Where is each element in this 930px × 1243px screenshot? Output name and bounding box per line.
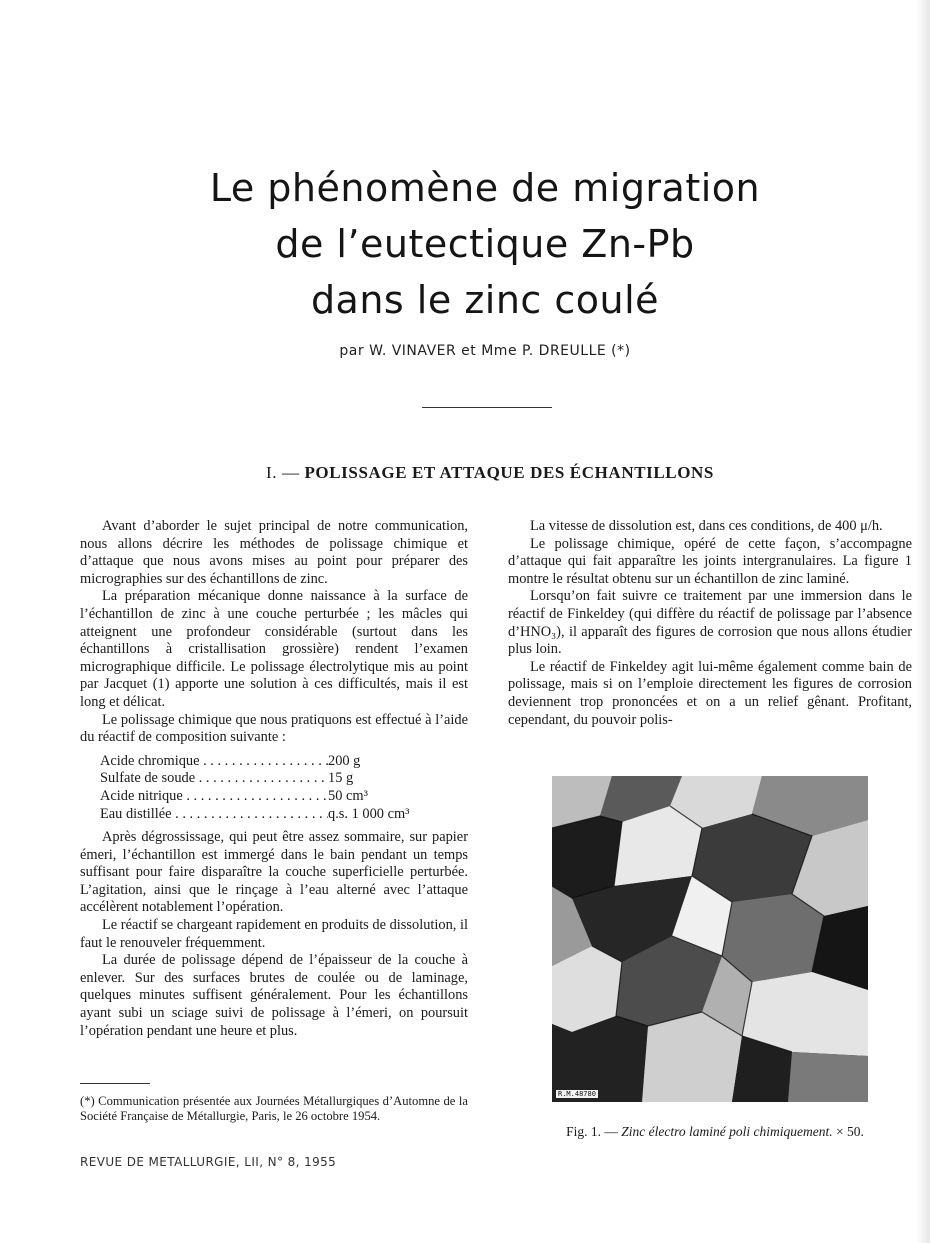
footnote-divider	[80, 1083, 150, 1084]
section-heading	[150, 463, 830, 483]
journal-footer: REVUE DE METALLURGIE, LII, N° 8, 1955	[80, 1155, 337, 1169]
reagent-recipe	[100, 753, 468, 823]
paragraph: Lorsqu’on fait suivre ce traitement par une immersion dans le réactif de Finkeldey (qui diffère du réactif de polissage par l’absence d’HNO₃), il apparaît des figures de corrosion que nous allons étudier plus loin.	[508, 588, 912, 658]
title-divider	[422, 407, 552, 408]
recipe-quantity: 50 cm³	[328, 787, 368, 804]
paragraph: Après dégrossissage, qui peut être assez sommaire, sur papier émeri, l’échantillon est immergé dans le bain pendant un temps suffisant pour faire disparaître la couche superficielle perturbée. L’agitation, ainsi que le rinçage à l’eau alterné avec l’attaque accélèrent notablement l’opération.	[80, 829, 468, 916]
paragraph: Le polissage chimique, opéré de cette façon, s’accompagne d’attaque qui fait apparaître les joints intergranulaires. La figure 1 montre le résultat obtenu sur un échantillon de zinc laminé.	[508, 535, 912, 587]
recipe-row	[100, 770, 468, 788]
recipe-row	[100, 788, 468, 806]
caption-prefix: Fig. 1. —	[566, 1124, 618, 1139]
paragraph: La vitesse de dissolution est, dans ces conditions, de 400 μ/h.	[530, 518, 883, 534]
recipe-row	[100, 806, 468, 824]
title-line: de l’eutectique Zn-Pb	[275, 222, 695, 266]
title-line: Le phénomène de migration	[209, 166, 761, 210]
figure-reference-tag: R.M.48780	[558, 1090, 596, 1098]
caption-text: Zinc électro laminé poli chimiquement.	[621, 1124, 833, 1139]
recipe-quantity: q.s. 1 000 cm³	[328, 805, 410, 822]
recipe-ingredient: Sulfate de soude . . .	[100, 770, 328, 788]
section-title: POLISSAGE ET ATTAQUE DES ÉCHANTILLONS	[304, 463, 714, 482]
page-edge-shadow	[916, 0, 930, 1243]
figure-caption	[520, 1124, 910, 1140]
paragraph: Avant d’aborder le sujet principal de notre communication, nous allons décrire les méthodes de polissage chimique et d’attaque que nous avons mises au point pour préparer des micrographies sur des échantillons de zinc.	[80, 518, 468, 587]
section-number: I. —	[266, 463, 300, 482]
paragraph: La préparation mécanique donne naissance à la surface de l’échantillon de zinc à une couche perturbée ; les mâcles qui atteignent une profondeur considérable (surtout dans les échantillons à cristallisation grossière) rendent l’examen micrographique difficile. Le polissage électrolytique mis au point par Jacquet (1) apporte une solution à ces difficultés, mais il est long et délicat.	[80, 588, 468, 710]
caption-magnification: × 50.	[835, 1124, 864, 1139]
article-authors: par W. VINAVER et Mme P. DREULLE (*)	[339, 343, 631, 359]
paragraph: La durée de polissage dépend de l’épaisseur de la couche à enlever. Sur des surfaces brutes de coulée ou de laminage, quelques minutes suffisent généralement. Pour les échantillons ayant subi un sciage suivi de polissage à l’émeri, on poursuit l’opération pendant une heure et plus.	[80, 952, 468, 1039]
recipe-ingredient: Acide nitrique . . .	[100, 788, 328, 806]
recipe-ingredient: Acide chromique . . .	[100, 753, 328, 771]
recipe-row	[100, 753, 468, 771]
footnote: (*) Communication présentée aux Journées Métallurgiques d’Automne de la Société Française de Métallurgie, Paris, le 26 octobre 1954.	[80, 1094, 468, 1123]
title-line: dans le zinc coulé	[310, 278, 660, 322]
micrograph-image	[552, 776, 868, 1102]
left-column	[80, 518, 468, 1040]
recipe-ingredient: Eau distillée . . .	[100, 806, 328, 824]
article-title	[120, 160, 850, 328]
recipe-quantity: 15 g	[328, 770, 354, 787]
paragraph: Le réactif de Finkeldey agit lui-même également comme bain de polissage, mais si on l’emploie directement les figures de corrosion deviennent trop prononcées et on a un relief gênant. Profitant, cependant, du pouvoir polis-	[508, 658, 912, 728]
paragraph: Le polissage chimique que nous pratiquons est effectué à l’aide du réactif de composition suivante :	[80, 711, 468, 746]
micrograph-figure	[552, 776, 868, 1102]
paragraph: Le réactif se chargeant rapidement en produits de dissolution, il faut le renouveler fréquemment.	[80, 917, 468, 951]
right-column	[508, 518, 912, 729]
recipe-quantity: 200 g	[328, 752, 361, 769]
